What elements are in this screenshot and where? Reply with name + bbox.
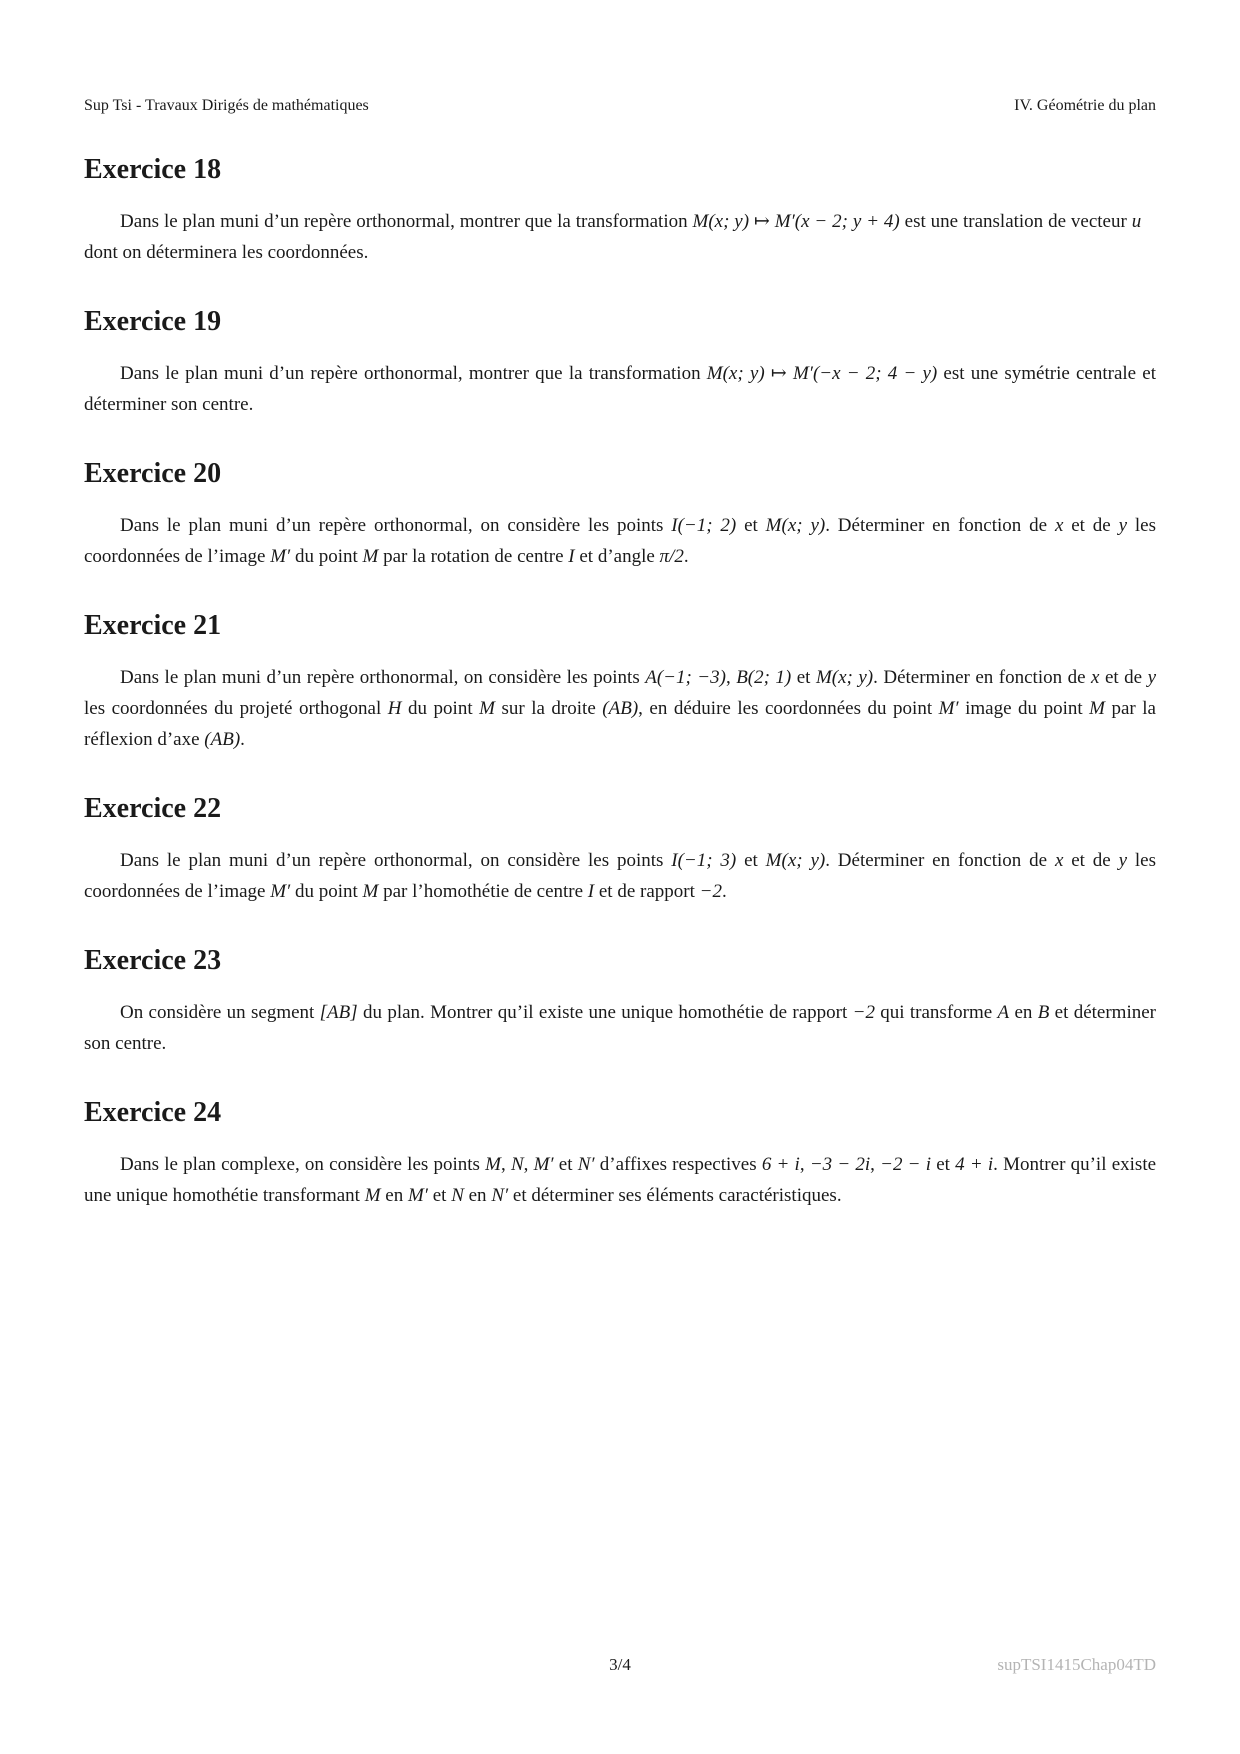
header-right-chapter: IV. Géométrie du plan (1014, 97, 1156, 114)
exercise-20-body: Dans le plan muni d’un repère orthonormal, on considère les points I(−1; 2) et M(x; y). Déterminer en fonction de x et de y les coordonnées de l’image M′ du point M par la rotation de centre I et d’angle π/2. (84, 515, 1156, 567)
exercise-18 (84, 154, 1156, 268)
exercise-24-body: Dans le plan complexe, on considère les points M, N, M′ et N′ d’affixes respectives 6 + i, −3 − 2i, −2 − i et 4 + i. Montrer qu’il existe une unique homothétie transformant M en M′ et N en N′ et déterminer ses éléments caractéristiques. (84, 1154, 1157, 1206)
exercise-19-body: Dans le plan muni d’un repère orthonormal, montrer que la transformation M(x; y) ↦ M′(−x − 2; 4 − y) est une symétrie centrale et déterminer son centre. (84, 363, 1156, 415)
header-left-title: Sup Tsi - Travaux Dirigés de mathématiques (84, 97, 369, 114)
exercise-24 (84, 1097, 1156, 1211)
exercise-19 (84, 306, 1156, 420)
exercise-20-title: Exercice 20 (84, 458, 222, 489)
exercise-23 (84, 945, 1156, 1059)
exercise-21-body: Dans le plan muni d’un repère orthonormal, on considère les points A(−1; −3), B(2; 1) et M(x; y). Déterminer en fonction de x et de y les coordonnées du projeté orthogonal H du point M sur la droite (AB), en déduire les coordonnées du point M′ image du point M par la réflexion d’axe (AB). (84, 667, 1156, 750)
exercise-19-title: Exercice 19 (84, 306, 222, 337)
exercise-22 (84, 793, 1156, 907)
exercise-22-title: Exercice 22 (84, 793, 222, 824)
page-header (84, 96, 1156, 116)
exercise-18-body: Dans le plan muni d’un repère orthonormal, montrer que la transformation M(x; y) ↦ M′(x − 2; y + 4) est une translation de vecteur u⃗ dont on déterminera les coordonnées. (84, 211, 1156, 263)
exercise-22-body: Dans le plan muni d’un repère orthonormal, on considère les points I(−1; 3) et M(x; y). Déterminer en fonction de x et de y les coordonnées de l’image M′ du point M par l’homothétie de centre I et de rapport −2. (84, 850, 1156, 902)
exercise-21 (84, 610, 1156, 755)
page-footer (0, 1654, 1240, 1676)
page-number: 3/4 (609, 1655, 631, 1674)
exercise-18-title: Exercice 18 (84, 154, 222, 185)
exercise-23-title: Exercice 23 (84, 945, 222, 976)
exercise-24-title: Exercice 24 (84, 1097, 222, 1128)
exercise-20 (84, 458, 1156, 572)
exercise-21-title: Exercice 21 (84, 610, 222, 641)
document-id-link[interactable]: supTSI1415Chap04TD (997, 1655, 1156, 1674)
exercise-23-body: On considère un segment [AB] du plan. Montrer qu’il existe une unique homothétie de rapport −2 qui transforme A en B et déterminer son centre. (84, 1002, 1156, 1054)
